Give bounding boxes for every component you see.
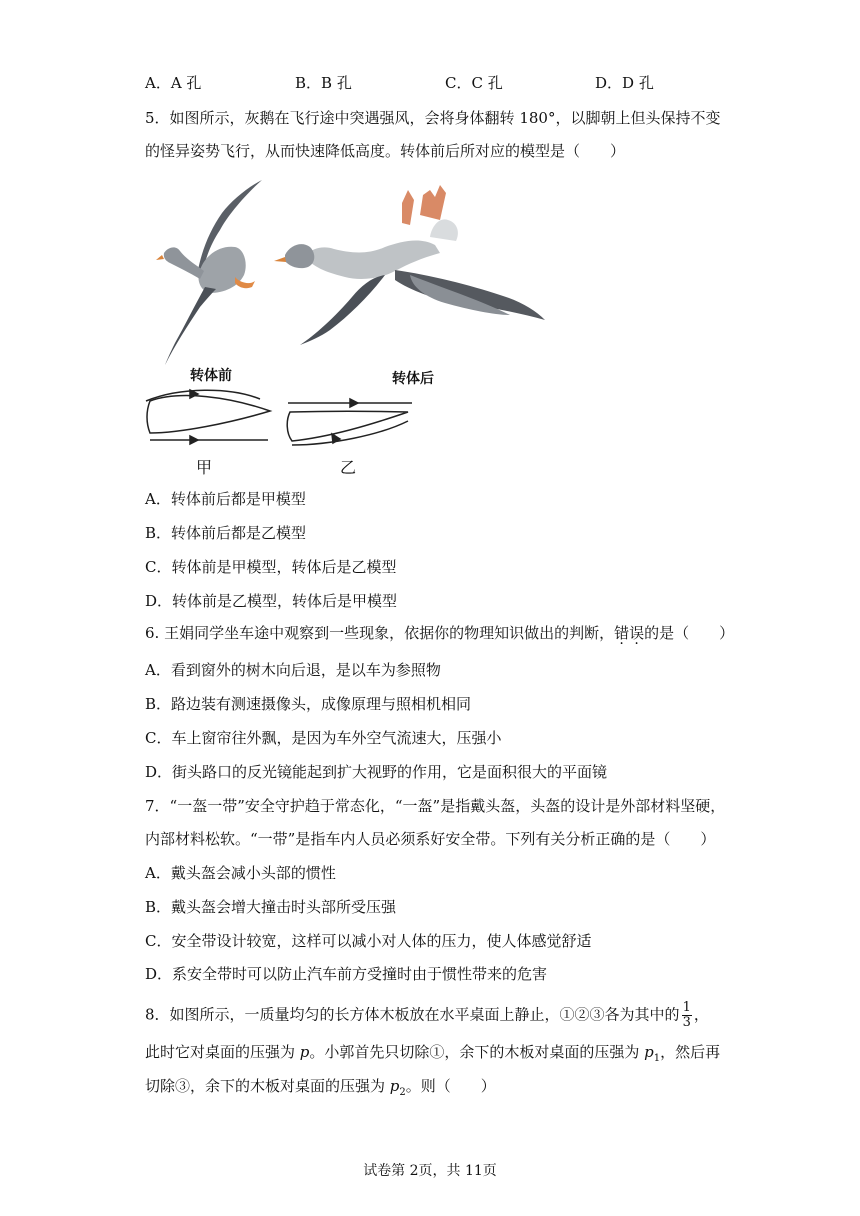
q6-option-c: C．车上窗帘往外飘，是因为车外空气流速大，压强小 — [145, 729, 502, 747]
q8-line3-part-a: 切除③，余下的木板对桌面的压强为 — [145, 1077, 390, 1095]
airfoil-jia-icon — [146, 390, 270, 444]
airfoil-yi-icon — [287, 399, 412, 445]
model-label-yi: 乙 — [340, 458, 357, 477]
q8-stem-line1 — [145, 1001, 709, 1030]
q4-option-a: A．A 孔 — [145, 74, 202, 92]
q8-stem-text: 8．如图所示，一质量均匀的长方体木板放在水平桌面上静止，①②③各为其中的 — [145, 1005, 680, 1024]
pressure-p1-subscript: 1 — [653, 1053, 661, 1064]
q5-option-b: B．转体前后都是乙模型 — [145, 524, 307, 542]
pressure-p1: p — [644, 1043, 654, 1061]
fraction-numerator: 1 — [682, 1000, 691, 1015]
q6-emphasis-char-1: 错 — [614, 624, 630, 642]
q6-emphasis-char-2: 误 — [629, 624, 645, 642]
q4-option-d: D．D 孔 — [595, 74, 654, 92]
q8-stem-line3 — [145, 1076, 496, 1103]
q8-line1-end: ， — [693, 1005, 709, 1024]
q8-line3-part-b: 。则（ ） — [405, 1077, 496, 1095]
q5-figure — [140, 175, 560, 475]
q7-option-d: D．系安全带时可以防止汽车前方受撞时由于惯性带来的危害 — [145, 965, 548, 983]
q7-option-c: C．安全带设计较宽，这样可以减小对人体的压力，使人体感觉舒适 — [145, 932, 592, 950]
q5-stem-line1: 5．如图所示，灰鹅在飞行途中突遇强风，会将身体翻转 180°，以脚朝上但头保持不变 — [145, 109, 721, 127]
q5-stem-line2: 的怪异姿势飞行，从而快速降低高度。转体前后所对应的模型是（ ） — [145, 142, 626, 160]
q7-stem-line1: 7．“一盔一带”安全守护趋于常态化，“一盔”是指戴头盔，头盔的设计是外部材料坚硬， — [145, 797, 726, 815]
q6-option-a: A．看到窗外的树木向后退，是以车为参照物 — [145, 661, 441, 679]
figure-caption-before: 转体前 — [190, 368, 232, 384]
q8-stem-line2 — [145, 1042, 720, 1069]
q6-stem-text: 6. 王娟同学坐车途中观察到一些现象，依据你的物理知识做出的判断， — [145, 624, 615, 642]
q7-stem-line2: 内部材料松软。“一带”是指车内人员必须系好安全带。下列有关分析正确的是（ ） — [145, 830, 716, 848]
q5-option-d: D．转体前是乙模型，转体后是甲模型 — [145, 592, 398, 610]
figure-caption-after: 转体后 — [392, 371, 434, 387]
fraction-denominator: 3 — [682, 1015, 691, 1030]
q6-stem — [145, 623, 734, 643]
q8-line2-part-a: 此时它对桌面的压强为 — [145, 1043, 300, 1061]
page-footer: 试卷第 2页，共 11页 — [363, 1163, 497, 1179]
q4-option-c: C．C 孔 — [445, 74, 503, 92]
goose-illustration — [140, 175, 560, 475]
q8-line2-part-c: ，然后再 — [660, 1043, 721, 1061]
pressure-p2-subscript: 2 — [399, 1087, 406, 1098]
model-label-jia: 甲 — [196, 458, 213, 477]
q7-option-a: A．戴头盔会减小头部的惯性 — [145, 864, 336, 882]
q5-option-c: C．转体前是甲模型，转体后是乙模型 — [145, 558, 397, 576]
q6-option-b: B．路边装有测速摄像头，成像原理与照相机相同 — [145, 695, 472, 713]
pressure-p2: p — [389, 1077, 400, 1095]
fraction-one-third — [682, 1001, 692, 1030]
goose-before-icon — [156, 180, 262, 365]
q8-line2-part-b: 。小郭首先只切除①，余下的木板对桌面的压强为 — [309, 1043, 645, 1061]
q7-option-b: B．戴头盔会增大撞击时头部所受压强 — [145, 898, 397, 916]
pressure-p: p — [299, 1043, 310, 1061]
goose-after-icon — [274, 185, 545, 345]
q6-stem-end: 的是（ ） — [644, 624, 735, 642]
q4-option-b: B．B 孔 — [295, 74, 352, 92]
q5-option-a: A．转体前后都是甲模型 — [145, 490, 306, 508]
q6-option-d: D．街头路口的反光镜能起到扩大视野的作用，它是面积很大的平面镜 — [145, 763, 608, 781]
